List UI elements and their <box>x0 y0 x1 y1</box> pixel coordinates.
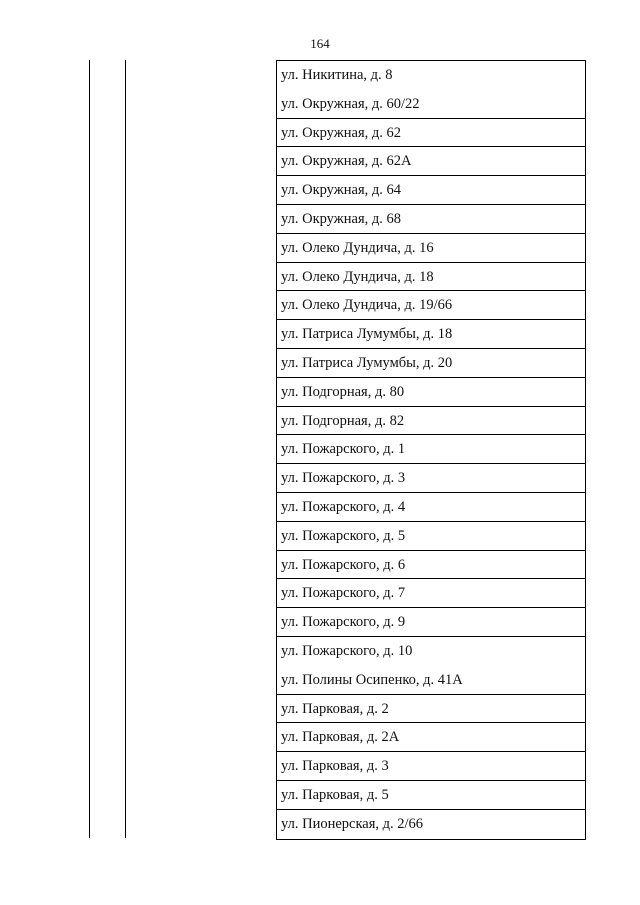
address-cell: ул. Пожарского, д. 3 <box>277 464 585 493</box>
address-cell: ул. Окружная, д. 64 <box>277 176 585 205</box>
address-cell: ул. Патриса Лумумбы, д. 18 <box>277 320 585 349</box>
address-table <box>276 60 586 840</box>
address-cell: ул. Подгорная, д. 82 <box>277 407 585 436</box>
address-cell: ул. Пожарского, д. 1 <box>277 435 585 464</box>
address-cell: ул. Парковая, д. 5 <box>277 781 585 810</box>
address-cell: ул. Окружная, д. 62А <box>277 147 585 176</box>
address-cell: ул. Пожарского, д. 6 <box>277 551 585 580</box>
address-cell: ул. Олеко Дундича, д. 18 <box>277 263 585 292</box>
address-cell: ул. Никитина, д. 8 <box>281 67 393 83</box>
address-cell: ул. Пожарского, д. 9 <box>277 608 585 637</box>
address-cell: ул. Пожарского, д. 7 <box>277 579 585 608</box>
address-cell: ул. Олеко Дундича, д. 19/66 <box>277 291 585 320</box>
address-cell: ул. Пожарского, д. 4 <box>277 493 585 522</box>
page-number: 164 <box>310 36 330 51</box>
address-cell: ул. Полины Осипенко, д. 41А <box>277 666 585 695</box>
address-cell: ул. Парковая, д. 2 <box>277 695 585 724</box>
address-cell: ул. Пожарского, д. 10 <box>281 642 413 659</box>
address-cell: ул. Патриса Лумумбы, д. 20 <box>277 349 585 378</box>
table-column-border-left <box>89 60 90 838</box>
address-cell: ул. Парковая, д. 2А <box>277 723 585 752</box>
address-cell: ул. Окружная, д. 62 <box>277 119 585 148</box>
address-cell: ул. Олеко Дундича, д. 16 <box>277 234 585 263</box>
address-cell: ул. Подгорная, д. 80 <box>277 378 585 407</box>
table-column-border-middle <box>125 60 126 838</box>
address-cell: ул. Окружная, д. 60/22 <box>277 90 585 119</box>
address-cell: ул. Окружная, д. 68 <box>277 205 585 234</box>
address-cell: ул. Пожарского, д. 5 <box>277 522 585 551</box>
address-cell: ул. Пионерская, д. 2/66 <box>281 815 424 832</box>
address-cell: ул. Парковая, д. 3 <box>277 752 585 781</box>
